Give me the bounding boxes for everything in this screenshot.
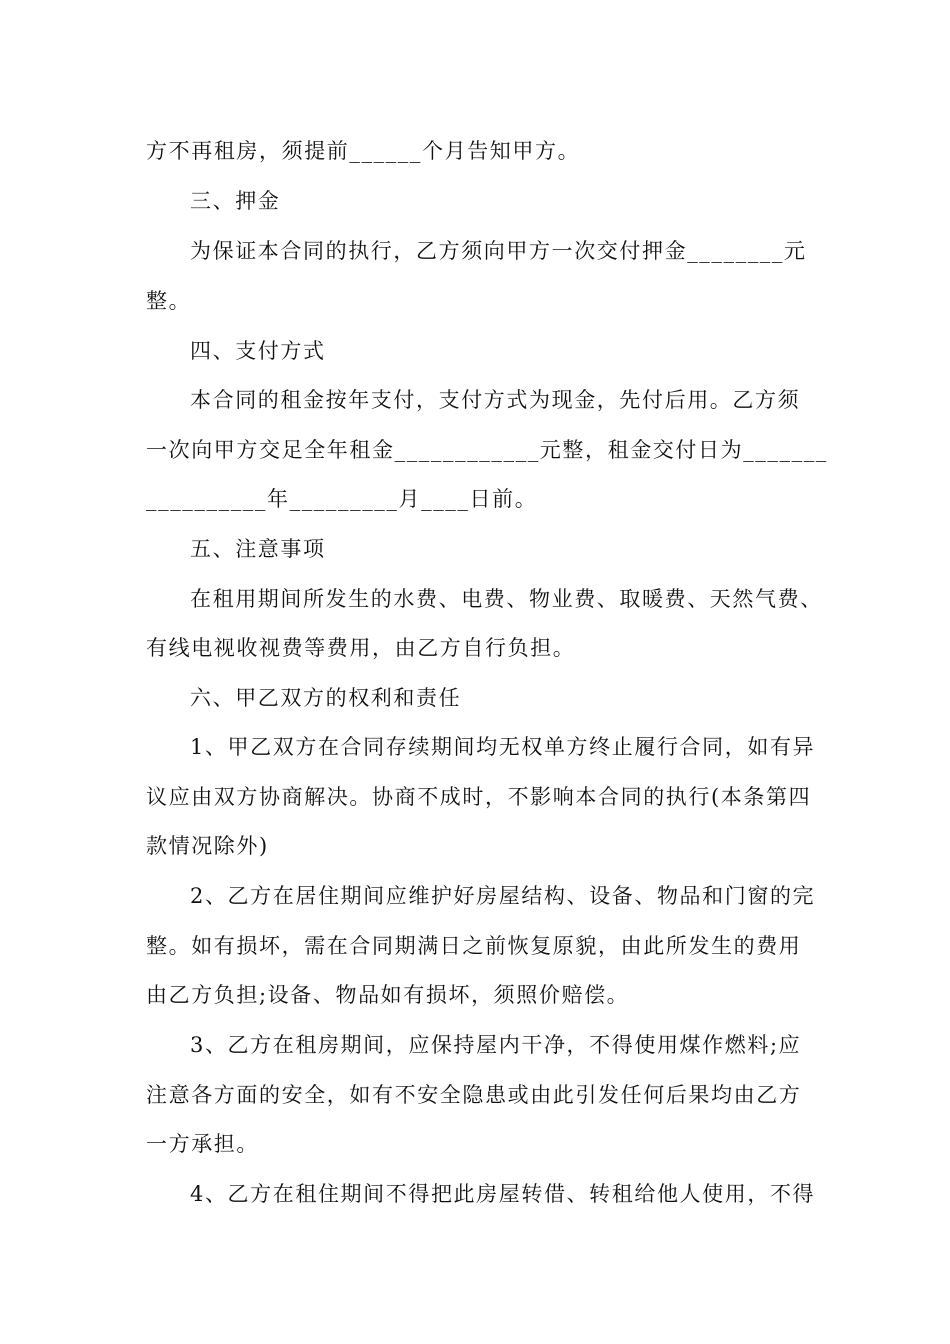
text-line: __________年_________月____日前。: [146, 487, 538, 511]
text-line: 有线电视收视费等费用，由乙方自行负担。: [146, 636, 576, 660]
text-line: 一次向甲方交足全年租金____________元整，租金交付日为_______: [146, 438, 828, 462]
text-line: 4、乙方在租住期间不得把此房屋转借、转租给他人使用，不得: [190, 1182, 816, 1206]
text-line: 本合同的租金按年支付，支付方式为现金，先付后用。乙方须: [190, 388, 801, 412]
text-line: 整。: [146, 289, 192, 313]
text-line: 2、乙方在居住期间应维护好房屋结构、设备、物品和门窗的完: [190, 884, 816, 908]
text-line: 一方承担。: [146, 1132, 259, 1156]
section-heading-notes: 五、注意事项: [190, 537, 326, 561]
text-line: 为保证本合同的执行，乙方须向甲方一次交付押金________元: [190, 239, 807, 263]
section-heading-rights: 六、甲乙双方的权利和责任: [190, 686, 462, 710]
text-line: 议应由双方协商解决。协商不成时，不影响本合同的执行(本条第四: [146, 785, 812, 809]
text-line: 款情况除外): [146, 834, 269, 858]
text-line: 1、甲乙双方在合同存续期间均无权单方终止履行合同，如有异: [190, 735, 816, 759]
section-heading-payment: 四、支付方式: [190, 339, 326, 363]
text-line: 在租用期间所发生的水费、电费、物业费、取暖费、天然气费、: [190, 587, 823, 611]
section-heading-deposit: 三、押金: [190, 189, 281, 213]
text-line: 注意各方面的安全，如有不安全隐患或由此引发任何后果均由乙方: [146, 1083, 802, 1107]
text-line: 方不再租房，须提前______个月告知甲方。: [146, 139, 581, 163]
text-line: 由乙方负担;设备、物品如有损坏，须照价赔偿。: [146, 983, 630, 1007]
text-line: 3、乙方在租房期间，应保持屋内干净，不得使用煤作燃料;应: [190, 1033, 802, 1057]
text-line: 整。如有损坏，需在合同期满日之前恢复原貌，由此所发生的费用: [146, 934, 802, 958]
